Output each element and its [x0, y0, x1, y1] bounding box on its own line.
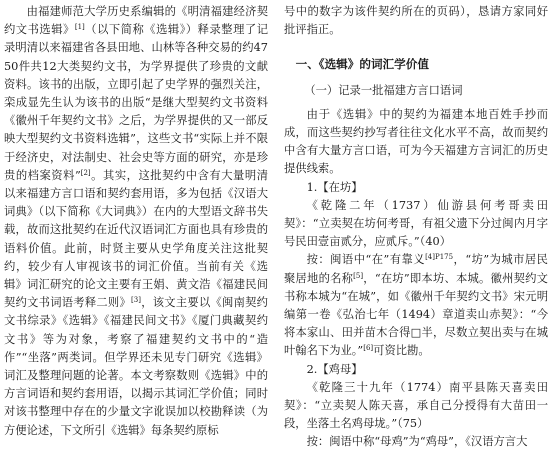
- term-discussion: 按：闽语中称“母鸡”为“鸡母”，《汉语方言大: [306, 435, 528, 449]
- footnote-ref: [6]: [363, 344, 374, 353]
- footnote-ref: [5]: [353, 271, 364, 280]
- footnote-ref: [1]: [74, 23, 85, 32]
- intro-text-1: 由福建师范大学历史系编辑的《明清福建经济契约文书选辑》: [4, 5, 268, 37]
- term-example: 《乾隆三十九年（1774）南平县陈天喜卖田契》：“立卖契人陈天喜，承自己分授得有大苗田一段，坐落土名鸡母垅。”（75）: [284, 380, 548, 431]
- term-heading: 1.【在坊】: [306, 180, 363, 194]
- intro-text-3: 。其实，这批契约中含有大量明清以来福建方言口语和契约套用语，多为包括《汉语大词典》（以下简称《大词典》）在内的大型语文辞书失载，故而这批契约在近代汉语词汇方面也具有珍贵的语料价值。此前，时贤主要从史学角度关注这批契约，较少有人审视该书的词汇价值。当前有关《选辑》词汇研究的论文主要有王娟、黄文浩《福建民间契约文书词语考释二则》: [4, 168, 268, 310]
- intro-text-2: （以下简称《选辑》）释录整理了记录明清以来福建省各县田地、山林等各种交易的约4750件共12大类契约文书，为学界提供了珍贵的文献资料。该书的出版，立即引起了史学界的强烈关注，栾成显先生认为该书的出版“是继大型契约文书资料《徽州千年契约文书》之后，为学界提供的又一部反映大型契约文书资料选辑”，这些文书“实际上并不限于经济史，对法制史、社会史等方面的研究，亦是珍贵的档案资料”: [4, 23, 268, 182]
- left-column: [4, 3, 268, 455]
- subsection-title: （一）记录一批福建方言口语词: [304, 83, 463, 97]
- term-heading: 2.【鸡母】: [306, 362, 363, 376]
- right-column: [284, 3, 548, 455]
- discussion-text: 可资比勘。: [373, 344, 430, 358]
- intro-text-4: ，该文主要以《闽南契约文书综录》《选辑》《福建民间文书》《厦门典藏契约文书》等为对象，考察了福建契约文书中的“造作”“坐落”两类词。但学界还未见专门研究《选辑》词汇及整理问题的论著。本文考察数则《选辑》中的方言词语和契约套用语，以揭示其词汇学价值；同时对该书整理中存在的少量文字讹误加以校勘释读（为方便论述，下文所引《选辑》每条契约原标: [4, 296, 268, 437]
- section-title: 一、《选辑》的词汇学价值: [295, 57, 429, 72]
- continued-paragraph: 号中的数字为该件契约所在的页码），恳请方家同好批评指正。: [284, 5, 548, 37]
- footnote-ref: [2]: [80, 168, 91, 177]
- discussion-text: ，“在坊”即本坊、本城。徽州契约文书称本城为“在城”，如《徽州千年契约文书》宋元明编第一卷《弘治七年（1494）章道卖山赤契》：“今将本家山、田并苗木合得□半，尽数立契出卖与在城叶翰名下为业。”: [284, 271, 548, 358]
- discussion-text: 按：闽语中“在”有靠义: [306, 253, 426, 267]
- footnote-ref: [4]P175: [425, 253, 454, 262]
- term-discussion: [284, 251, 548, 360]
- discussion-text: ，“坊”为城市居民聚居地的名称: [284, 253, 548, 285]
- footnote-ref: [3]: [131, 296, 141, 305]
- intro-paragraph: [4, 3, 268, 440]
- subsection-text: 由于《选辑》中的契约为福建本地百姓手抄而成，而这些契约抄写者往往文化水平不高，故而契约中含有大量方言口语，可为今天福建方言词汇的历史提供线索。: [284, 107, 548, 176]
- term-example: 《乾隆二年（1737）仙游县何考哥卖田契》：“立卖契在坊何考哥，有祖父遗下分过闽内月字号民田壹亩贰分，应贰斥。”（40）: [284, 198, 548, 249]
